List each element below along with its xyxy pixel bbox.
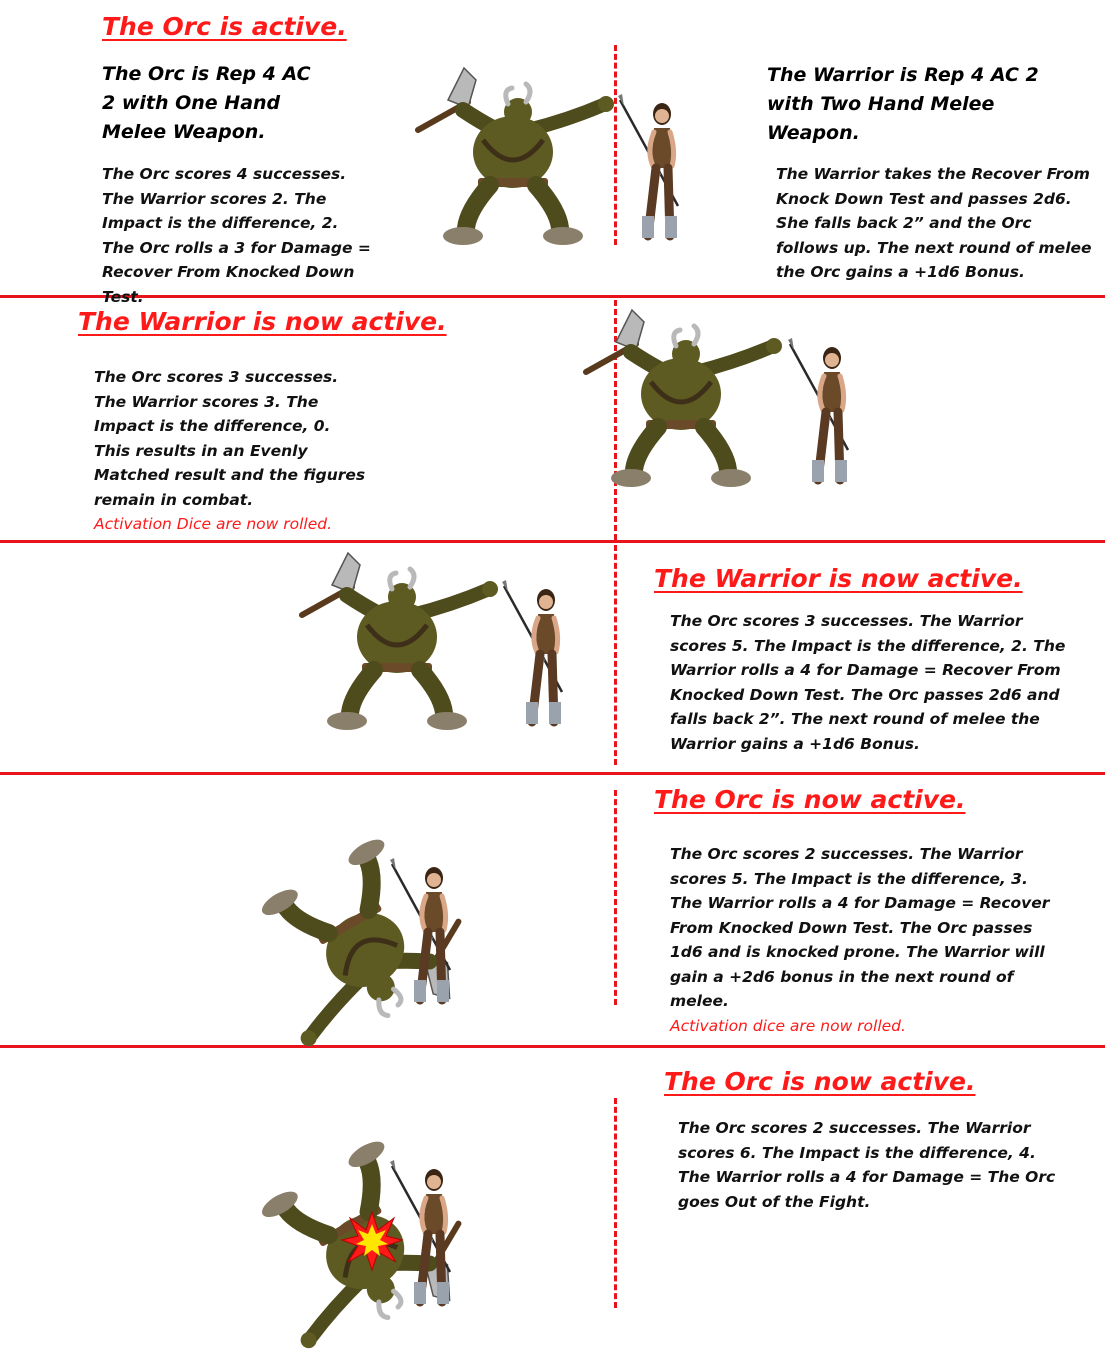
section-4-text <box>670 842 1060 1038</box>
section-divider-3 <box>0 772 1105 775</box>
section-1-left-text: The Orc scores 4 successes. The Warrior scores 2. The Impact is the difference, 2. The Orc rolls a 3 for Damage = Recover From Knocked Down Test. <box>102 165 371 306</box>
section-3-title: The Warrior is now active. <box>654 564 1023 593</box>
section-2-body: The Orc scores 3 successes. The Warrior scores 3. The Impact is the difference, 0. This results in an Evenly Matched result and the figures remain in combat. <box>94 368 366 509</box>
impact-burst-icon <box>342 1212 402 1272</box>
section-4-title: The Orc is now active. <box>654 785 966 814</box>
center-dashed-line-3 <box>614 545 617 765</box>
section-5-title: The Orc is now active. <box>664 1067 976 1096</box>
section-4-note: Activation dice are now rolled. <box>670 1016 906 1035</box>
section-4-body: The Orc scores 2 successes. The Warrior scores 5. The Impact is the difference, 3. The Warrior rolls a 4 for Damage = Recover From Knocked Down Test. The Orc passes 1d6 and is knocked prone. The Warrior will gain a +2d6 bonus in the next round of melee. <box>670 845 1050 1010</box>
orc-figure <box>292 545 502 735</box>
section-3-text: The Orc scores 3 successes. The Warrior scores 5. The Impact is the difference, 2. The Warrior rolls a 4 for Damage = Recover From Knocked Down Test. The Orc passes 2d6 and falls back 2”. The next round of melee the Warrior gains a +1d6 Bonus. <box>670 612 1066 753</box>
center-dashed-line-4 <box>614 790 617 1005</box>
section-divider-2 <box>0 540 1105 543</box>
section-5-text: The Orc scores 2 successes. The Warrior scores 6. The Impact is the difference, 4. The Warrior rolls a 4 for Damage = The Orc goes Out of the Fight. <box>678 1119 1056 1211</box>
section-divider-4 <box>0 1045 1105 1048</box>
warrior-stats: The Warrior is Rep 4 AC 2 with Two Hand Melee Weapon. <box>767 64 1039 144</box>
section-2-note: Activation Dice are now rolled. <box>94 515 333 533</box>
orc-figure <box>576 302 786 492</box>
center-dashed-line-5 <box>614 1098 617 1308</box>
warrior-figure <box>502 582 582 732</box>
warrior-figure <box>390 860 470 1010</box>
section-2-title: The Warrior is now active. <box>78 307 447 336</box>
section-1-right-text: The Warrior takes the Recover From Knock Down Test and passes 2d6. She falls back 2” and the Orc follows up. The next round of melee the Orc gains a +1d6 Bonus. <box>776 165 1092 281</box>
section-1-title: The Orc is active. <box>102 12 347 41</box>
warrior-figure <box>788 340 868 490</box>
orc-stats: The Orc is Rep 4 AC 2 with One Hand Melee Weapon. <box>102 63 311 143</box>
warrior-figure <box>618 96 698 246</box>
warrior-figure <box>390 1162 470 1312</box>
orc-figure <box>408 60 618 250</box>
section-2-text <box>94 365 366 537</box>
